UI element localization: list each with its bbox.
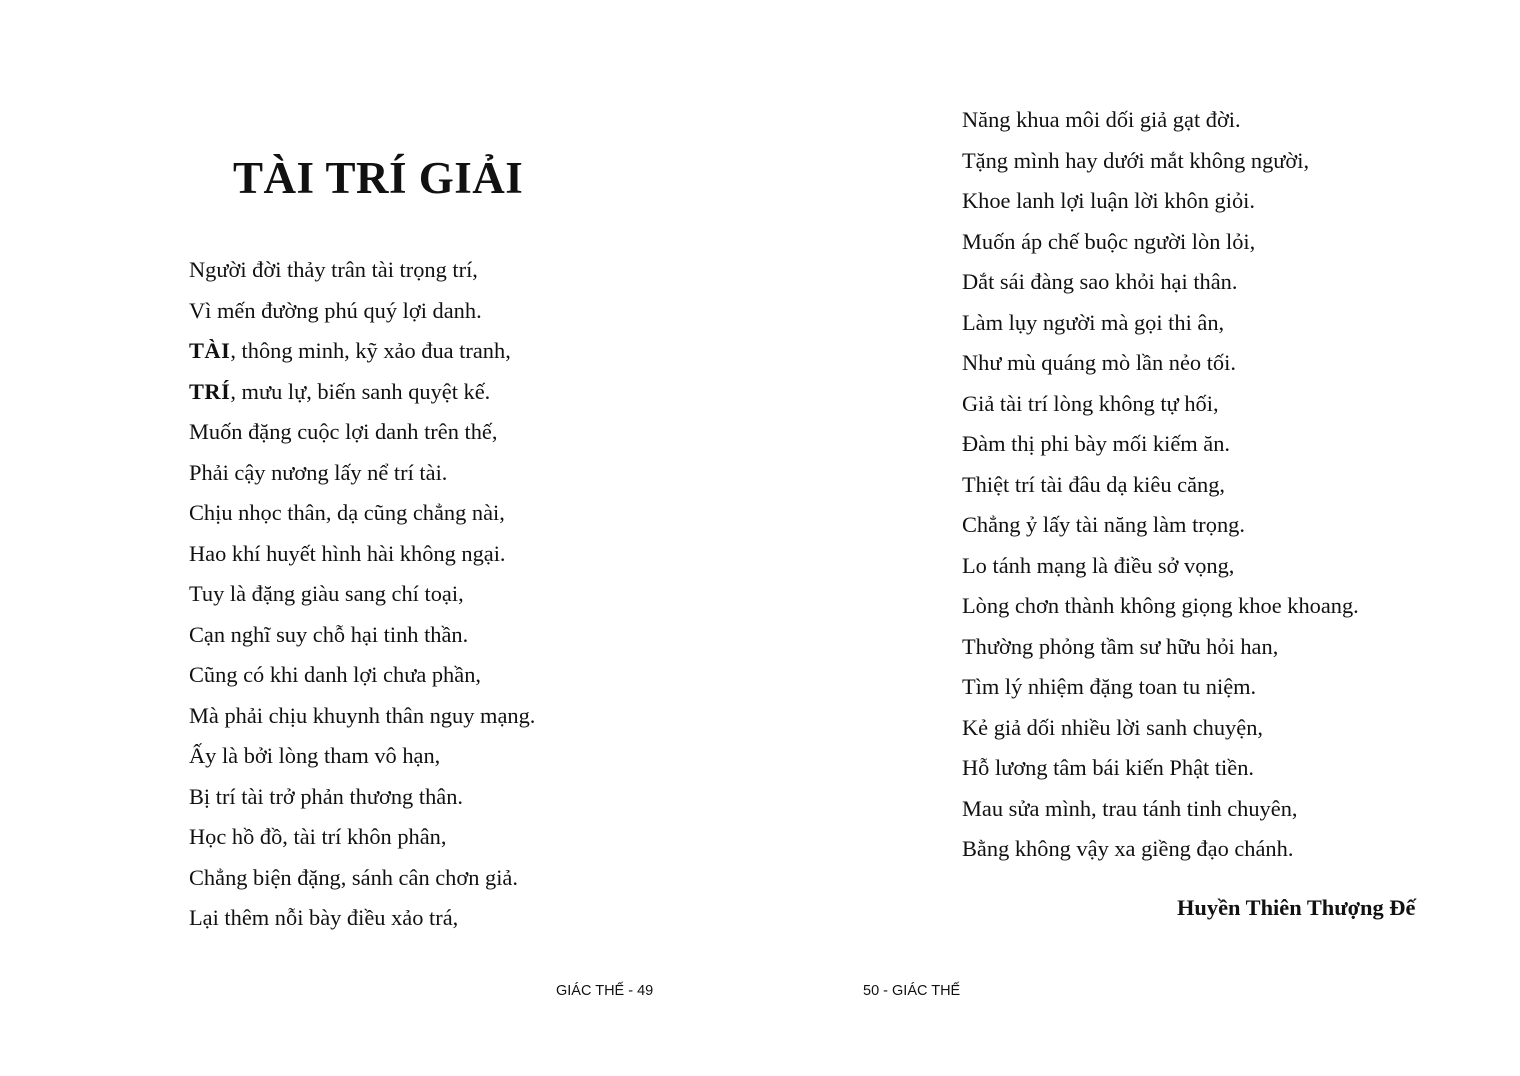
verse-line: Lo tánh mạng là điều sở vọng, [962, 552, 1235, 578]
verse-line: Mà phải chịu khuynh thân nguy mạng. [189, 702, 536, 728]
verse-line: Cũng có khi danh lợi chưa phần, [189, 662, 481, 687]
verse-line: Người đời thảy trân tài trọng trí, [189, 257, 478, 282]
poem-title: TÀI TRÍ GIẢI [233, 153, 524, 203]
verse-line: Muốn đặng cuộc lợi danh trên thế, [189, 419, 498, 444]
verse-line: Cạn nghĩ suy chỗ hại tinh thần. [189, 621, 469, 647]
page-footer-right: 50 - GIÁC THẾ [863, 983, 961, 999]
verse-line: Đàm thị phi bày mối kiếm ăn. [962, 431, 1231, 456]
verse-line: Lại thêm nỗi bày điều xảo trá, [189, 905, 459, 930]
verse-line: Hao khí huyết hình hài không ngại. [189, 540, 506, 566]
verse-line: Vì mến đường phú quý lợi danh. [189, 297, 482, 323]
verse-line: Hỗ lương tâm bái kiến Phật tiền. [962, 755, 1254, 780]
verse-line: TÀI, thông minh, kỹ xảo đua tranh, [189, 338, 511, 363]
page-footer-left: GIÁC THẾ - 49 [556, 983, 654, 999]
verse-line: Thiệt trí tài đâu dạ kiêu căng, [962, 471, 1225, 497]
right-verse [962, 100, 1359, 870]
verse-line: Ấy là bởi lòng tham vô hạn, [189, 743, 441, 768]
verse-line: Muốn áp chế buộc người lòn lỏi, [962, 228, 1256, 254]
verse-line: Như mù quáng mò lần nẻo tối. [962, 350, 1236, 375]
verse-line: Chịu nhọc thân, dạ cũng chẳng nài, [189, 500, 505, 525]
verse-line: Thường phỏng tầm sư hữu hỏi han, [962, 633, 1279, 659]
verse-line: Học hồ đồ, tài trí khôn phân, [189, 824, 447, 849]
verse-line: Lòng chơn thành không giọng khoe khoang. [962, 593, 1359, 618]
verse-line: Tặng mình hay dưới mắt không người, [962, 147, 1310, 173]
bold-word-tri: TRÍ [189, 378, 231, 404]
left-verse [189, 250, 535, 939]
verse-line: Làm lụy người mà gọi thi ân, [962, 309, 1225, 335]
verse-line: Giả tài trí lòng không tự hối, [962, 390, 1219, 416]
bold-word-tai: TÀI [189, 338, 231, 363]
author-signature: Huyền Thiên Thượng Đế [1177, 895, 1416, 920]
verse-line: Chẳng ỷ lấy tài năng làm trọng. [962, 512, 1245, 537]
verse-line: Tìm lý nhiệm đặng toan tu niệm. [962, 674, 1257, 699]
right-page [760, 0, 1520, 1076]
verse-line: Chẳng biện đặng, sánh cân chơn giả. [189, 864, 518, 890]
verse-line: Năng khua môi dối giả gạt đời. [962, 107, 1241, 132]
verse-line: TRÍ, mưu lự, biến sanh quyệt kế. [189, 378, 491, 404]
verse-line: Phải cậy nương lấy nể trí tài. [189, 459, 448, 485]
verse-line: Khoe lanh lợi luận lời khôn giỏi. [962, 188, 1255, 213]
verse-line: Dắt sái đàng sao khỏi hại thân. [962, 269, 1238, 294]
verse-line: Tuy là đặng giàu sang chí toại, [189, 581, 464, 606]
verse-line: Bằng không vậy xa giềng đạo chánh. [962, 836, 1294, 861]
verse-line: Mau sửa mình, trau tánh tinh chuyên, [962, 795, 1298, 821]
verse-line: Bị trí tài trở phản thương thân. [189, 783, 463, 809]
verse-line: Kẻ giả dối nhiều lời sanh chuyện, [962, 714, 1263, 740]
